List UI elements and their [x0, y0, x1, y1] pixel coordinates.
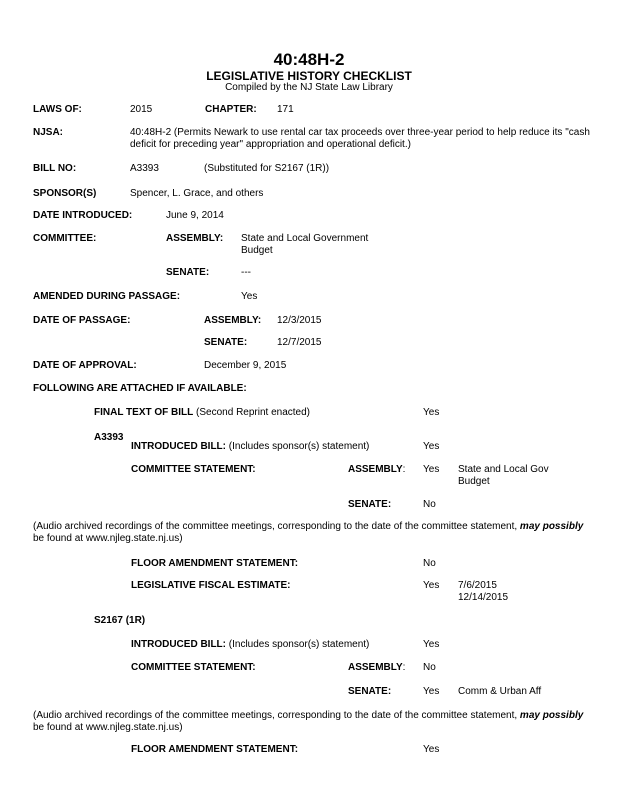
laws-of-value: 2015 — [130, 104, 153, 115]
a3393-introduced-value: Yes — [423, 441, 440, 452]
a3393-assembly-label-bold: ASSEMBLY — [348, 464, 403, 475]
a3393-assembly-label — [348, 464, 405, 476]
date-introduced-label: DATE INTRODUCED: — [33, 210, 133, 221]
a3393-fiscal-date-1: 7/6/2015 — [458, 580, 497, 591]
passage-assembly-label: ASSEMBLY: — [204, 315, 262, 326]
committee-assembly-label: ASSEMBLY: — [166, 233, 224, 244]
s2167-assembly-label — [348, 662, 405, 674]
committee-assembly-value-2: Budget — [241, 245, 273, 256]
s2167-assembly-value: No — [423, 662, 436, 673]
a3393-fiscal-estimate-value: Yes — [423, 580, 440, 591]
compiled-by: Compiled by the NJ State Law Library — [225, 82, 393, 93]
chapter-value: 171 — [277, 104, 294, 115]
final-text-rest: (Second Reprint enacted) — [193, 407, 310, 418]
a3393-audio-pre: (Audio archived recordings of the committee meetings, corresponding to the date of the committee statement, — [33, 521, 520, 532]
committee-senate-value: --- — [241, 267, 251, 278]
committee-label: COMMITTEE: — [33, 233, 97, 244]
a3393-senate-value: No — [423, 499, 436, 510]
sponsors-value: Spencer, L. Grace, and others — [130, 188, 264, 199]
a3393-heading: A3393 — [94, 432, 124, 443]
a3393-senate-label: SENATE: — [348, 499, 392, 510]
s2167-introduced-label — [131, 639, 369, 651]
final-text-bold: FINAL TEXT OF BILL — [94, 407, 194, 418]
s2167-floor-amendment-value: Yes — [423, 744, 440, 755]
amended-value: Yes — [241, 291, 258, 302]
bill-substitution-note: (Substituted for S2167 (1R)) — [204, 163, 330, 174]
s2167-audio-note-line-1 — [33, 710, 583, 722]
a3393-audio-note-line-1 — [33, 521, 583, 533]
a3393-assembly-note-1: State and Local Gov — [458, 464, 549, 475]
statute-number: 40:48H-2 — [273, 50, 345, 69]
a3393-assembly-note-2: Budget — [458, 476, 490, 487]
s2167-senate-label: SENATE: — [348, 686, 392, 697]
date-of-approval-value: December 9, 2015 — [204, 360, 287, 371]
a3393-fiscal-date-2: 12/14/2015 — [458, 592, 509, 603]
amended-label: AMENDED DURING PASSAGE: — [33, 291, 181, 302]
a3393-introduced-label — [131, 441, 369, 453]
s2167-introduced-value: Yes — [423, 639, 440, 650]
a3393-audio-note-line-2: be found at www.njleg.state.nj.us) — [33, 533, 183, 544]
passage-senate-label: SENATE: — [204, 337, 248, 348]
s2167-assembly-label-bold: ASSEMBLY — [348, 662, 403, 673]
laws-of-label: LAWS OF: — [33, 104, 82, 115]
final-text-label — [94, 407, 310, 419]
s2167-introduced-bold: INTRODUCED BILL: — [131, 639, 226, 650]
s2167-introduced-rest: (Includes sponsor(s) statement) — [226, 639, 370, 650]
s2167-committee-statement-label: COMMITTEE STATEMENT: — [131, 662, 256, 673]
a3393-assembly-label-colon: : — [402, 464, 406, 475]
a3393-introduced-bold: INTRODUCED BILL: — [131, 441, 226, 452]
s2167-audio-note-line-2: be found at www.njleg.state.nj.us) — [33, 722, 183, 733]
a3393-assembly-value: Yes — [423, 464, 440, 475]
s2167-assembly-label-colon: : — [402, 662, 406, 673]
a3393-floor-amendment-value: No — [423, 558, 436, 569]
committee-assembly-value-1: State and Local Government — [241, 233, 369, 244]
njsa-line-2: deficit for preceding year" appropriation and operational deficit.) — [130, 139, 411, 150]
a3393-audio-emphasis: may possibly — [519, 521, 584, 532]
s2167-senate-value: Yes — [423, 686, 440, 697]
s2167-floor-amendment-label: FLOOR AMENDMENT STATEMENT: — [131, 744, 299, 755]
bill-no-label: BILL NO: — [33, 163, 77, 174]
njsa-label: NJSA: — [33, 127, 64, 138]
s2167-audio-pre: (Audio archived recordings of the committee meetings, corresponding to the date of the committee statement, — [33, 710, 520, 721]
bill-no-value: A3393 — [130, 163, 159, 174]
date-of-passage-label: DATE OF PASSAGE: — [33, 315, 131, 326]
s2167-audio-emphasis: may possibly — [519, 710, 584, 721]
njsa-line-1: 40:48H-2 (Permits Newark to use rental car tax proceeds over three-year period to help reduce its "cash — [130, 127, 590, 138]
date-introduced-value: June 9, 2014 — [166, 210, 224, 221]
passage-assembly-date: 12/3/2015 — [277, 315, 322, 326]
date-of-approval-label: DATE OF APPROVAL: — [33, 360, 137, 371]
s2167-heading: S2167 (1R) — [94, 615, 146, 626]
final-text-value: Yes — [423, 407, 440, 418]
document-title: LEGISLATIVE HISTORY CHECKLIST — [206, 69, 412, 83]
a3393-committee-statement-label: COMMITTEE STATEMENT: — [131, 464, 256, 475]
following-heading: FOLLOWING ARE ATTACHED IF AVAILABLE: — [33, 383, 247, 394]
a3393-fiscal-estimate-label: LEGISLATIVE FISCAL ESTIMATE: — [131, 580, 291, 591]
chapter-label: CHAPTER: — [205, 104, 257, 115]
committee-senate-label: SENATE: — [166, 267, 210, 278]
s2167-senate-note: Comm & Urban Aff — [458, 686, 542, 697]
a3393-introduced-rest: (Includes sponsor(s) statement) — [226, 441, 370, 452]
passage-senate-date: 12/7/2015 — [277, 337, 322, 348]
sponsors-label: SPONSOR(S) — [33, 188, 97, 199]
a3393-floor-amendment-label: FLOOR AMENDMENT STATEMENT: — [131, 558, 299, 569]
